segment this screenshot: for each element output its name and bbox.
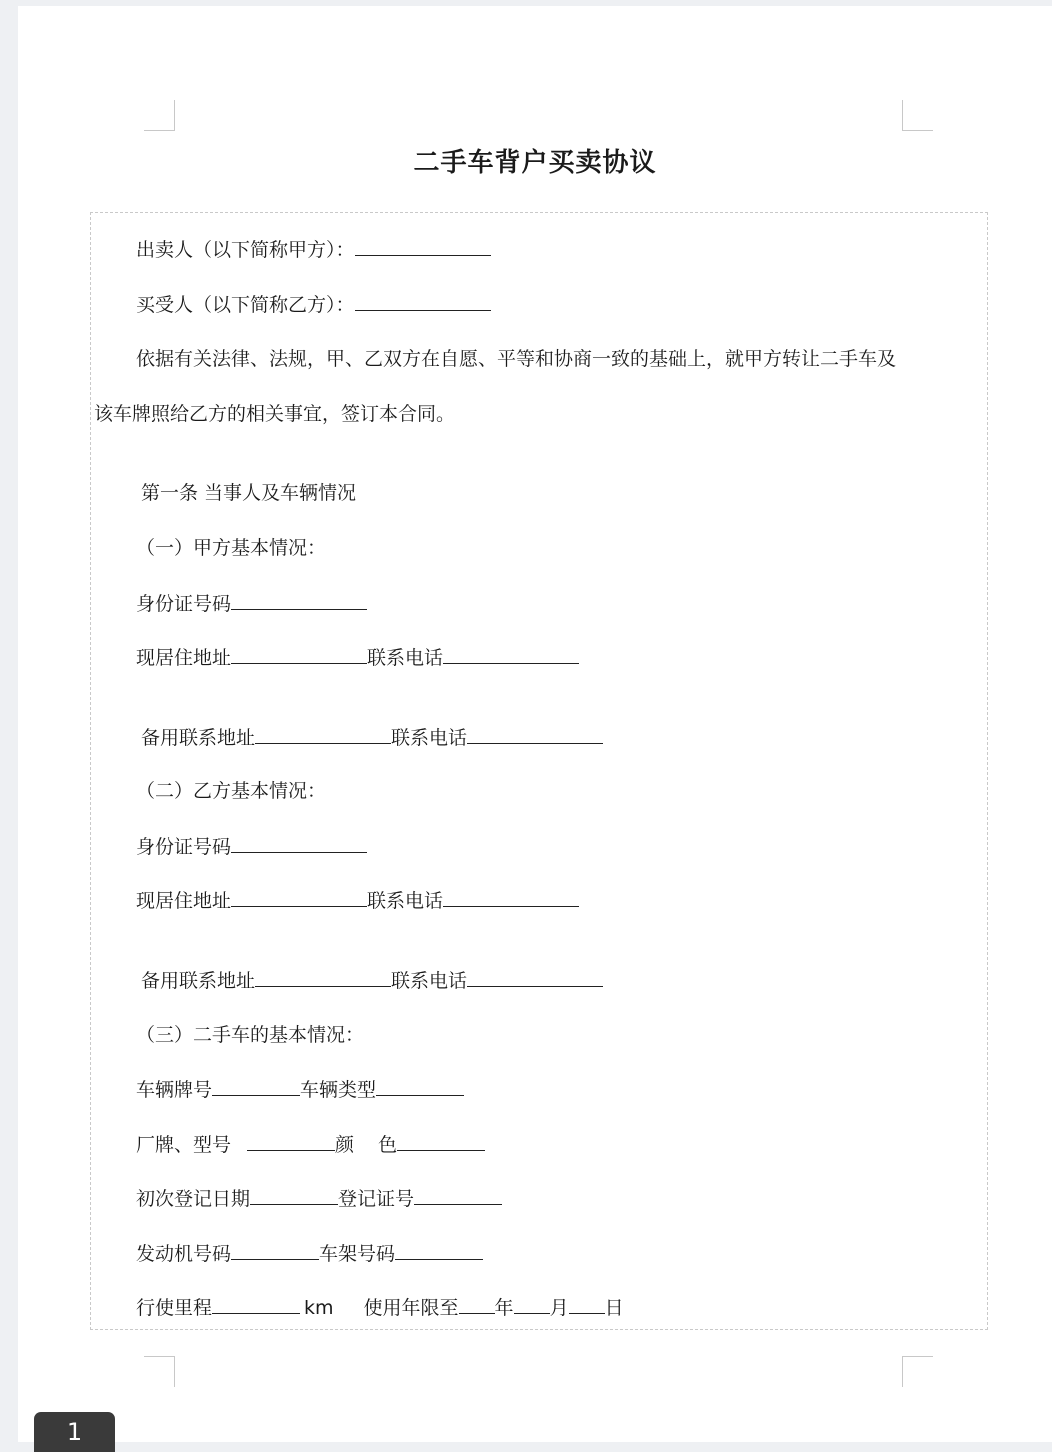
registration-cert-blank[interactable] — [414, 1186, 502, 1205]
year-blank[interactable] — [459, 1295, 495, 1314]
party-a-backup-address-blank[interactable] — [255, 725, 391, 744]
article-1-title: 第一条 当事人及车辆情况 — [141, 482, 357, 504]
color-label: 颜 色 — [335, 1134, 398, 1156]
frame-number-label: 车架号码 — [319, 1243, 396, 1265]
registration-line — [136, 1186, 502, 1211]
engine-number-blank[interactable] — [231, 1241, 319, 1260]
party-b-address-blank[interactable] — [231, 888, 367, 907]
plate-number-label: 车辆牌号 — [136, 1079, 213, 1101]
usage-limit-label: 使用年限至 — [363, 1297, 459, 1319]
day-label: 日 — [604, 1297, 624, 1319]
party-b-id-blank[interactable] — [231, 834, 367, 853]
party-b-address-line — [136, 888, 579, 913]
plate-line — [136, 1077, 464, 1102]
crop-mark-top-left — [144, 100, 175, 131]
mileage-label: 行使里程 — [136, 1297, 213, 1319]
color-blank[interactable] — [397, 1132, 485, 1151]
party-a-address-line — [136, 645, 579, 670]
first-registration-date-blank[interactable] — [250, 1186, 338, 1205]
mileage-unit: km — [304, 1297, 334, 1319]
engine-line — [136, 1241, 483, 1266]
mileage-blank[interactable] — [212, 1295, 300, 1314]
engine-number-label: 发动机号码 — [136, 1243, 232, 1265]
party-b-backup-address-blank[interactable] — [255, 968, 391, 987]
frame-number-blank[interactable] — [395, 1241, 483, 1260]
document-page — [18, 6, 1052, 1442]
seller-label: 出卖人（以下简称甲方）： — [136, 239, 355, 261]
content-area — [90, 212, 988, 1330]
buyer-label: 买受人（以下简称乙方）： — [136, 294, 355, 316]
party-a-id-line — [136, 591, 367, 616]
current-address-label: 现居住地址 — [136, 647, 232, 669]
party-b-phone-blank[interactable] — [443, 888, 579, 907]
document-title: 二手车背户买卖协议 — [413, 148, 657, 178]
phone-label: 联系电话 — [367, 647, 444, 669]
phone-label: 联系电话 — [391, 727, 468, 749]
buyer-line — [136, 292, 491, 317]
party-a-id-blank[interactable] — [231, 591, 367, 610]
intro-line-1: 依据有关法律、法规，甲、乙双方在自愿、平等和协商一致的基础上，就甲方转让二手车及 — [136, 348, 897, 370]
party-b-backup-phone-blank[interactable] — [467, 968, 603, 987]
plate-number-blank[interactable] — [212, 1077, 300, 1096]
id-number-label: 身份证号码 — [136, 836, 232, 858]
crop-mark-top-right — [902, 100, 933, 131]
brand-model-label: 厂牌、型号 — [136, 1134, 232, 1156]
vehicle-heading: （三）二手车的基本情况： — [136, 1024, 365, 1046]
current-address-label: 现居住地址 — [136, 890, 232, 912]
party-a-phone-blank[interactable] — [443, 645, 579, 664]
year-label: 年 — [494, 1297, 514, 1319]
party-a-backup-phone-blank[interactable] — [467, 725, 603, 744]
crop-mark-bottom-left — [144, 1356, 175, 1387]
month-label: 月 — [549, 1297, 569, 1319]
party-b-backup-line — [141, 968, 603, 993]
phone-label: 联系电话 — [391, 970, 468, 992]
buyer-blank[interactable] — [355, 292, 491, 311]
party-a-address-blank[interactable] — [231, 645, 367, 664]
backup-address-label: 备用联系地址 — [141, 970, 256, 992]
seller-line — [136, 237, 491, 262]
party-a-heading: （一）甲方基本情况： — [136, 537, 327, 559]
party-b-heading: （二）乙方基本情况： — [136, 780, 327, 802]
party-b-id-line — [136, 834, 367, 859]
intro-line-2: 该车牌照给乙方的相关事宜，签订本合同。 — [94, 403, 456, 425]
registration-cert-label: 登记证号 — [338, 1188, 415, 1210]
vehicle-type-blank[interactable] — [376, 1077, 464, 1096]
crop-mark-bottom-right — [902, 1356, 933, 1387]
month-blank[interactable] — [514, 1295, 550, 1314]
page-number-badge[interactable]: 1 — [34, 1412, 115, 1452]
brand-model-blank[interactable] — [247, 1132, 335, 1151]
backup-address-label: 备用联系地址 — [141, 727, 256, 749]
first-registration-date-label: 初次登记日期 — [136, 1188, 251, 1210]
party-a-backup-line — [141, 725, 603, 750]
mileage-line — [136, 1295, 624, 1320]
seller-blank[interactable] — [355, 237, 491, 256]
brand-line — [136, 1132, 485, 1157]
day-blank[interactable] — [569, 1295, 605, 1314]
id-number-label: 身份证号码 — [136, 593, 232, 615]
vehicle-type-label: 车辆类型 — [300, 1079, 377, 1101]
phone-label: 联系电话 — [367, 890, 444, 912]
